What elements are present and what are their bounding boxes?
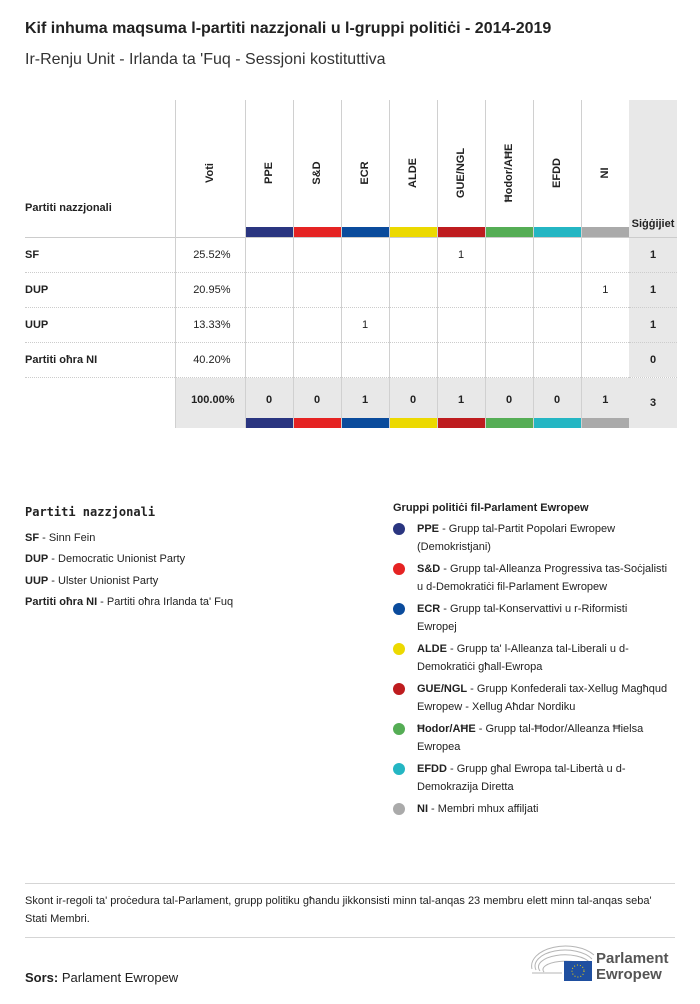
party-legend-item: SF - Sinn Fein xyxy=(25,531,96,544)
votes-header: Voti xyxy=(175,100,245,237)
group-total: 1 xyxy=(341,377,389,428)
group-color-bar xyxy=(246,418,293,428)
group-legend-item: NI - Membri mhux affiljati xyxy=(393,800,668,818)
group-total: 1 xyxy=(437,377,485,428)
seat-cell xyxy=(437,272,485,307)
seat-cell xyxy=(341,342,389,377)
group-legend-item: GUE/NGL - Grupp Konfederali tax-Xellug Magħqud Ewropew - Xellug Aħdar Nordiku xyxy=(393,680,668,716)
divider xyxy=(25,937,675,938)
seat-cell xyxy=(389,237,437,272)
seat-cell xyxy=(341,272,389,307)
group-total: 0 xyxy=(389,377,437,428)
group-header: S&D xyxy=(293,100,341,237)
group-header: NI xyxy=(581,100,629,237)
seat-cell xyxy=(341,237,389,272)
group-legend xyxy=(393,502,668,822)
group-total: 1 xyxy=(581,377,629,428)
seat-cell xyxy=(533,272,581,307)
group-color-dot-icon xyxy=(393,683,405,695)
party-legend-item: UUP - Ulster Unionist Party xyxy=(25,574,159,587)
party-header: Partiti nazzjonali xyxy=(25,201,112,214)
seat-cell: 1 xyxy=(341,307,389,342)
group-total: 0 xyxy=(533,377,581,428)
group-total: 0 xyxy=(293,377,341,428)
group-color-bar xyxy=(534,418,581,428)
footnote: Skont ir-regoli ta' proċedura tal-Parlament, grupp politiku għandu jikkonsisti minn tal-anqas 23 membru elett minn tal-anqas seba' Stati Membri. xyxy=(25,895,652,925)
seat-cell xyxy=(389,307,437,342)
group-color-dot-icon xyxy=(393,563,405,575)
group-color-dot-icon xyxy=(393,523,405,535)
seat-cell xyxy=(581,342,629,377)
group-legend-item: EFDD - Grupp għal Ewropa tal-Libertà u d-Demokrazija Diretta xyxy=(393,760,668,796)
seat-cell xyxy=(581,237,629,272)
group-color-dot-icon xyxy=(393,603,405,615)
grand-total: 3 xyxy=(629,377,677,428)
seat-cell xyxy=(389,272,437,307)
party-legend xyxy=(25,502,233,614)
seat-cell: 1 xyxy=(437,237,485,272)
blank-cell xyxy=(25,377,175,428)
group-color-dot-icon xyxy=(393,763,405,775)
group-color-bar xyxy=(390,418,437,428)
source: Sors: Parlament Ewropew xyxy=(25,970,179,985)
seat-cell xyxy=(293,342,341,377)
group-color-bar xyxy=(294,227,341,237)
table-row xyxy=(25,307,677,342)
total-votes: 100.00% xyxy=(175,377,245,428)
party-legend-title: Partiti nazzjonali xyxy=(25,505,156,519)
seat-cell xyxy=(245,272,293,307)
group-color-dot-icon xyxy=(393,723,405,735)
seat-cell xyxy=(581,307,629,342)
seat-cell xyxy=(485,237,533,272)
divider xyxy=(25,883,675,884)
group-color-bar xyxy=(486,227,533,237)
group-color-bar xyxy=(534,227,581,237)
party-name: DUP xyxy=(25,272,175,307)
seat-cell xyxy=(245,307,293,342)
group-color-dot-icon xyxy=(393,643,405,655)
vote-share: 25.52% xyxy=(175,237,245,272)
seat-cell: 1 xyxy=(581,272,629,307)
total-seats: 1 xyxy=(629,237,677,272)
group-total: 0 xyxy=(485,377,533,428)
seat-cell xyxy=(245,342,293,377)
group-color-bar xyxy=(390,227,437,237)
party-legend-item: Partiti oħra NI - Partiti oħra Irlanda ta' Fuq xyxy=(25,596,234,608)
seat-cell xyxy=(485,272,533,307)
table-row xyxy=(25,237,677,272)
seat-cell xyxy=(485,342,533,377)
party-name: Partiti oħra NI xyxy=(25,342,175,377)
seat-cell xyxy=(245,237,293,272)
total-seats: 0 xyxy=(629,342,677,377)
table-row xyxy=(25,342,677,377)
group-header: EFDD xyxy=(533,100,581,237)
vote-share: 13.33% xyxy=(175,307,245,342)
vote-share: 20.95% xyxy=(175,272,245,307)
group-color-bar xyxy=(342,227,389,237)
total-seats: 1 xyxy=(629,272,677,307)
seat-cell xyxy=(437,342,485,377)
group-legend-item: ECR - Grupp tal-Konservattivi u r-Riformisti Ewropej xyxy=(393,600,668,636)
group-legend-item: Ħodor/AĦE - Grupp tal-Ħodor/Alleanza Ħielsa Ewropea xyxy=(393,720,668,756)
group-color-bar xyxy=(582,227,630,237)
group-legend-item: S&D - Grupp tal-Alleanza Progressiva tas-Soċjalisti u d-Demokratiċi fil-Parlament Ewropew xyxy=(393,560,668,596)
seat-cell xyxy=(485,307,533,342)
group-color-bar xyxy=(486,418,533,428)
seat-cell xyxy=(533,307,581,342)
group-header: ALDE xyxy=(389,100,437,237)
total-seats-header: Siġġijiet xyxy=(629,100,677,237)
group-color-bar xyxy=(438,227,485,237)
group-header: PPE xyxy=(245,100,293,237)
group-legend-item: PPE - Grupp tal-Partit Popolari Ewropew (Demokristjani) xyxy=(393,520,668,556)
total-seats: 1 xyxy=(629,307,677,342)
group-color-bar xyxy=(342,418,389,428)
seat-cell xyxy=(533,237,581,272)
group-color-dot-icon xyxy=(393,803,405,815)
seat-cell xyxy=(293,272,341,307)
totals-row xyxy=(25,377,677,428)
group-color-bar xyxy=(246,227,293,237)
page-title: Kif inhuma maqsuma l-partiti nazzjonali u l-gruppi politiċi - 2014-2019 xyxy=(25,20,552,37)
seats-table xyxy=(25,100,677,428)
group-color-bar xyxy=(438,418,485,428)
group-header: Ħodor/AĦE xyxy=(485,100,533,237)
party-legend-item: DUP - Democratic Unionist Party xyxy=(25,553,186,565)
party-name: UUP xyxy=(25,307,175,342)
group-header: ECR xyxy=(341,100,389,237)
group-color-bar xyxy=(582,418,630,428)
table-row xyxy=(25,272,677,307)
group-total: 0 xyxy=(245,377,293,428)
group-legend-title: Gruppi politiċi fil-Parlament Ewropew xyxy=(393,502,589,514)
seat-cell xyxy=(533,342,581,377)
seat-cell xyxy=(389,342,437,377)
seat-cell xyxy=(293,237,341,272)
logo-text: Parlament Ewropew xyxy=(596,950,669,983)
group-header: GUE/NGL xyxy=(437,100,485,237)
seat-cell xyxy=(437,307,485,342)
group-color-bar xyxy=(294,418,341,428)
party-name: SF xyxy=(25,237,175,272)
group-legend-item: ALDE - Grupp ta' l-Alleanza tal-Liberali u d-Demokratiċi għall-Ewropa xyxy=(393,640,668,676)
vote-share: 40.20% xyxy=(175,342,245,377)
page-subtitle: Ir-Renju Unit - Irlanda ta 'Fuq - Sessjoni kostituttiva xyxy=(25,51,386,68)
seat-cell xyxy=(293,307,341,342)
